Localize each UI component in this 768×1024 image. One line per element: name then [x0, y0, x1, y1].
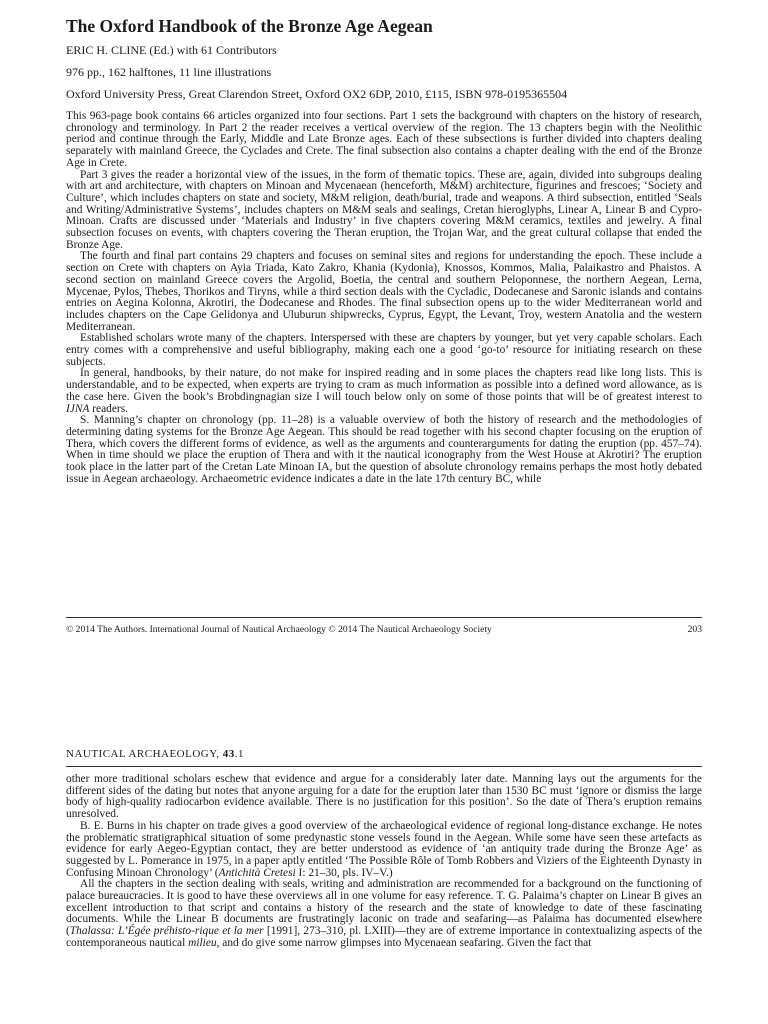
volume-number: 43 — [222, 748, 235, 760]
paragraph: The fourth and final part contains 29 chapters and focuses on seminal sites and regions for understanding the epoch. These include a section on Crete with chapters on Ayia Triada, Kato Zakro, Khania (Kydonia), Knossos, Kommos, Malia, Palaikastro and Phaistos. A second section on mainland Greece covers the Argolid, Boetia, the central and southern Peloponnese, the northern Aegean, Lerna, Mycenae, Pylos, Thebes, Thorikos and Tiryns, while a third section deals with the Cycladic, Dodecanese and Saronic islands and contains entries on Aegina Kolonna, Akrotiri, the Dodecanese and Rhodes. The final subsection opens up to the wider Mediterranean world and includes chapters on the Cape Gelidonya and Uluburun shipwrecks, Cyprus, Egypt, the Levant, Troy, western Anatolia and the western Mediterranean. — [66, 250, 702, 333]
paragraph: other more traditional scholars eschew that evidence and argue for a considerably later date. Manning lays out the arguments for the different sides of the dating but notes that anyone arguing for a date for the eruption later than 1530 BC must ‘ignore or dismiss the large body of high-quality radiocarbon evidence available. There is no justification for this position’. So the date of Thera’s eruption remains unresolved. — [66, 773, 702, 821]
paragraph: This 963-page book contains 66 articles organized into four sections. Part 1 sets the background with chapters on the history of research, chronology and terminology. In Part 2 the reader receives a vertical overview of the region. The 13 chapters begin with the Neolithic period and continue through the Early, Middle and Late Bronze ages. Each of these subsections is further divided into chapters dealing separately with mainland Greece, the Cyclades and Crete. The final subsection also contains a chapter dealing with the end of the Bronze Age in Crete. — [66, 110, 702, 169]
page2-section — [66, 774, 702, 950]
paragraph-text: [1991], 273–310, pl. LXIII)—they are of extreme importance in contextualizing aspects of the contemporaneous nautical — [66, 925, 702, 949]
paragraph: S. Manning’s chapter on chronology (pp. 11–28) is a valuable overview of both the history of research and the methodologies of determining dating systems for the Bronze Age Aegean. This should be read together with his second chapter focusing on the eruption of Thera, which covers the different forms of evidence, as well as the arguments and counterarguments for dating the eruption (pp. 457–74). When in time should we place the eruption of Thera and with it the nautical iconography from the West House at Akrotiri? The eruption took place in the latter part of the Cretan Late Minoan IA, but the question of absolute chronology remains perhaps the most hotly debated issue in Aegean archaeology. Archaeometric evidence indicates a date in the late 17th century BC, while — [66, 414, 702, 485]
review-title: The Oxford Handbook of the Bronze Age Aegean — [66, 16, 433, 36]
paragraph: Part 3 gives the reader a horizontal view of the issues, in the form of thematic topics. These are, again, divided into subgroups dealing with art and architecture, with chapters on Minoan and Mycenaean (henceforth, M&M) architecture, figurines and frescoes; ‘Society and Culture’, which includes chapters on state and society, M&M religion, death/burial, trade and weapons. A third subsection, entitled ‘Seals and Writing/Administrative Systems’, includes chapters on M&M seals and sealings, Cretan hieroglyphs, Linear A, Linear B and Cypro-Minoan. Crafts are discussed under ‘Materials and Industry’ in five chapters covering M&M ceramics, textiles and jewelry. A final subsection focuses on events, with chapters covering the Theran eruption, the Trojan War, and the great cultural collapse that ended the Bronze Age. — [66, 168, 702, 251]
footer-rule — [66, 617, 702, 618]
paragraph: Established scholars wrote many of the chapters. Interspersed with these are chapters by younger, but yet very capable scholars. Each entry comes with a comprehensive and useful bibliography, making each one a good ‘go-to’ resource for initiating research on these subjects. — [66, 332, 702, 368]
paragraph — [66, 879, 702, 949]
page2-body — [66, 774, 702, 950]
journal-abbreviation: IJNA — [66, 402, 90, 415]
paragraph-text: In general, handbooks, by their nature, do not make for inspired reading and in some places the chapters read like long lists. This is understandable, and to be expected, when experts are trying to cram as much information as possible into a defined word allowance, as is the case here. Given the book’s Brobdingnagian size I will touch below only on some of those points that will be of greatest interest to — [66, 367, 702, 403]
journal-name: NAUTICAL ARCHAEOLOGY, — [66, 748, 223, 760]
running-head — [66, 748, 702, 760]
page1-body — [66, 111, 702, 486]
header-rule — [66, 766, 702, 767]
italic-term: milieu, — [188, 936, 220, 949]
issue-number: .1 — [234, 748, 244, 760]
paragraph — [66, 368, 702, 415]
paragraph-text: and do give some narrow glimpses into Mycenaean seafaring. Given the fact that — [219, 936, 592, 949]
copyright-line: © 2014 The Authors. International Journal of Nautical Archaeology © 2014 The Nautical Archaeology Society — [66, 624, 492, 635]
paragraph-text: All the chapters in the section dealing with seals, writing and administration are recommended for a background on the functioning of palace bureaucracies. It is good to have these overviews all in one volume for easy reference. T. G. Palaima’s chapter on Linear B gives an excellent introduction to that script and contains a history of the research and the state of knowledge to date of these fascinating documents. While the Linear B documents are frustratingly laconic on trade and seafaring—as Palaima has documented elsewhere ( — [66, 878, 702, 938]
review-publisher: Oxford University Press, Great Clarendon Street, Oxford OX2 6DP, 2010, £115, ISBN 978-0195365504 — [66, 87, 568, 101]
journal-title: Antichità Cretesi — [218, 866, 296, 879]
review-editor: ERIC H. CLINE (Ed.) with 61 Contributors — [66, 43, 277, 57]
paragraph-text: I: 21–30, pls. IV–V.) — [295, 866, 393, 879]
paragraph-text: readers. — [89, 402, 128, 415]
review-top-section — [66, 16, 702, 486]
book-title: Thalassa: L’Égée préhisto-rique et la mer — [69, 925, 264, 938]
page-footer — [66, 624, 702, 636]
paragraph — [66, 821, 702, 880]
page-number: 203 — [687, 624, 702, 635]
review-pages: 976 pp., 162 halftones, 11 line illustrations — [66, 65, 272, 79]
paragraph-text: B. E. Burns in his chapter on trade gives a good overview of the archaeological evidence of regional long-distance exchange. He notes the problematic stratigraphical situation of some predynastic stone vessels found in the Aegean. While some have seen these artefacts as evidence for early Aegeo-Egyptian contact, they are better understood as evidence of ‘an antiquity trade during the Bronze Age’ as suggested by L. Pomerance in 1975, in a paper aptly entitled ‘The Possible Rôle of Tomb Robbers and Viziers of the Eighteenth Dynasty in Confusing Minoan Chronology’ ( — [66, 819, 702, 879]
